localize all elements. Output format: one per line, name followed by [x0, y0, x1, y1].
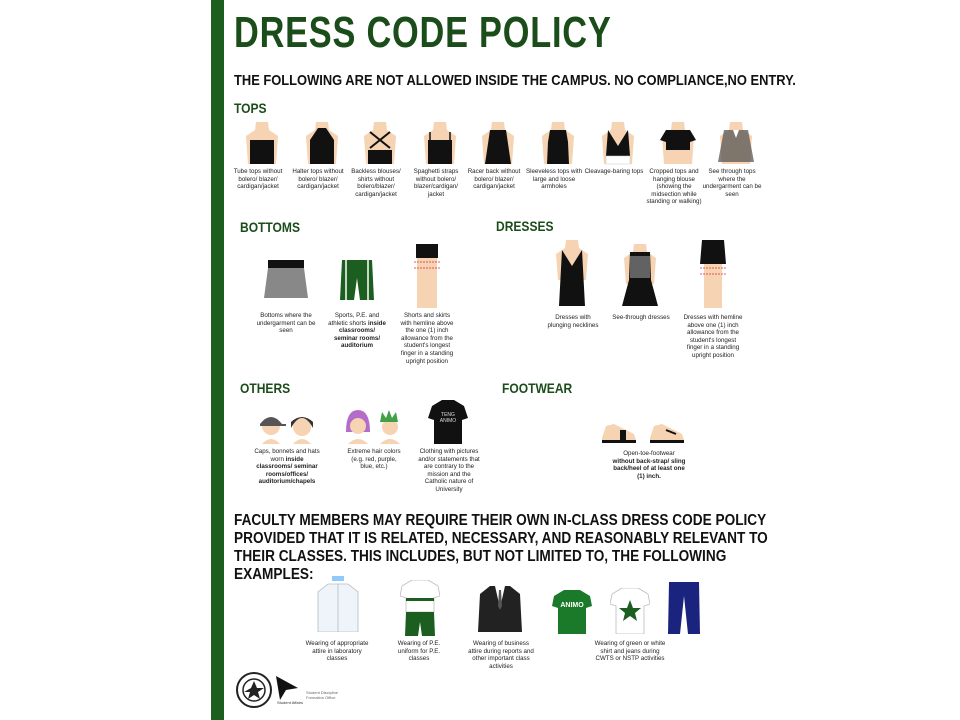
- footer-right-text: Student Discipline Formation Office: [306, 690, 339, 700]
- sports-shorts-caption: [328, 312, 386, 350]
- footwear-caption-bold: without back-strap/ sling back/heel of at least one (1) inch.: [612, 457, 686, 480]
- plunging-dress-caption: Dresses with plunging necklines: [547, 314, 599, 329]
- see-through-top-figure: [716, 122, 756, 166]
- caps-caption-text: Caps, bonnets and hats worn: [254, 448, 320, 463]
- section-footwear-heading: FOOTWEAR: [502, 380, 573, 396]
- statement-caption: Clothing with pictures and/or statements that are contrary to the mission and the Catholic nature of University: [418, 448, 480, 493]
- racer-back-caption: Racer back without bolero/ blazer/ cardigan/jacket: [467, 168, 521, 191]
- sports-shorts-caption-text: Sports, P.E. and athletic shorts: [328, 312, 380, 327]
- footwear-caption-text: Open-toe-footwear: [623, 450, 675, 457]
- page-title: DRESS CODE POLICY: [234, 8, 612, 57]
- faculty-note: FACULTY MEMBERS MAY REQUIRE THEIR OWN IN-CLASS DRESS CODE POLICY PROVIDED THAT IT IS RELATED, NECESSARY, AND REASONABLY RELEVANT TO THEIR CLASSES. THIS INCLUDES, BUT NOT LIMITED TO, THE FOLLOWING EXAMPLES:: [234, 512, 768, 583]
- short-dress-figure: [698, 240, 728, 308]
- cleavage-top-figure: [598, 122, 638, 166]
- tube-top-figure: [242, 122, 282, 166]
- plunging-dress-figure: [552, 240, 592, 308]
- cwts-attire-caption: Wearing of green or white shirt and jeans during CWTS or NSTP activities: [594, 640, 666, 663]
- bottoms-undergarment-caption: Bottoms where the undergarment can be seen: [256, 312, 316, 335]
- halter-top-caption: Halter tops without bolero/ blazer/ cardigan/jacket: [292, 168, 344, 191]
- see-through-dress-caption: See-through dresses: [612, 314, 670, 321]
- extreme-hair-figure: [342, 410, 406, 444]
- sleeveless-caption: Sleeveless tops with large and loose armholes: [525, 168, 583, 191]
- pe-uniform-figure: [400, 580, 440, 636]
- see-through-dress-figure: [620, 244, 660, 308]
- page-subtitle: THE FOLLOWING ARE NOT ALLOWED INSIDE THE CAMPUS. NO COMPLIANCE,NO ENTRY.: [234, 72, 796, 89]
- sports-shorts-caption-bold: inside classrooms/ seminar rooms/ auditorium: [333, 319, 386, 350]
- halter-top-figure: [302, 122, 342, 166]
- pe-uniform-caption: Wearing of P.E. uniform for P.E. classes: [397, 640, 441, 663]
- green-shirt-figure: [552, 590, 592, 634]
- green-side-bar: [211, 0, 224, 720]
- cropped-caption: Cropped tops and hanging blouse (showing the midsection while standing or walking): [646, 168, 702, 206]
- section-tops-heading: TOPS: [234, 100, 267, 116]
- animo-print-text: ANIMO: [560, 602, 584, 609]
- tops-figures: [232, 122, 772, 172]
- sleeveless-top-figure: [538, 122, 578, 166]
- short-hemline-caption: Shorts and skirts with hemline above the one (1) inch allowance from the student's longest finger in a standing upright position: [400, 312, 454, 365]
- short-hemline-figure: [412, 244, 442, 308]
- footwear-caption: [612, 450, 686, 480]
- section-dresses-heading: DRESSES: [496, 218, 554, 234]
- university-seal-logo: [236, 672, 272, 708]
- business-attire-figure: [478, 586, 522, 632]
- skirt-figure: [264, 260, 308, 302]
- backless-caption: Backless blouses/ shirts without bolero/blazer/ cardigan/jacket: [351, 168, 401, 198]
- racer-back-figure: [478, 122, 518, 166]
- lab-attire-caption: Wearing of appropriate attire in laboratory classes: [305, 640, 369, 663]
- white-shirt-figure: [610, 588, 650, 634]
- backless-top-figure: [360, 122, 400, 166]
- open-toe-footwear-figure: [600, 420, 690, 444]
- spaghetti-strap-figure: [420, 122, 460, 166]
- lab-coat-figure: [316, 576, 360, 632]
- student-affairs-logo: [274, 674, 300, 700]
- footer-left-text: Student Affairs: [277, 700, 303, 705]
- caps-hats-figure: [256, 410, 318, 444]
- spaghetti-caption: Spaghetti straps without bolero/ blazer/cardigan/ jacket: [413, 168, 459, 198]
- cleavage-caption: Cleavage-baring tops: [584, 168, 644, 175]
- hair-caption: Extreme hair colors (e.g. red, purple, blue, etc.): [347, 448, 401, 471]
- section-others-heading: OTHERS: [240, 380, 291, 396]
- business-attire-caption: Wearing of business attire during reports and other important class activities: [468, 640, 534, 670]
- jeans-figure: [668, 582, 700, 634]
- caps-caption-bold: inside classrooms/ seminar rooms/offices/ auditorium/chapels: [256, 455, 318, 486]
- section-bottoms-heading: BOTTOMS: [240, 219, 300, 235]
- tube-top-caption: Tube tops without bolero/ blazer/ cardigan/jacket: [233, 168, 283, 191]
- sports-shorts-figure: [340, 260, 374, 302]
- see-through-caption: See through tops where the undergarment can be seen: [702, 168, 762, 198]
- caps-caption: [254, 448, 320, 486]
- poster: [226, 0, 796, 720]
- short-dress-caption: Dresses with hemline above one (1) inch allowance from the student's longest finger in a standing upright position: [683, 314, 743, 359]
- shirt-print-text: TENG ANIMO: [439, 412, 457, 424]
- cropped-top-figure: [658, 122, 698, 166]
